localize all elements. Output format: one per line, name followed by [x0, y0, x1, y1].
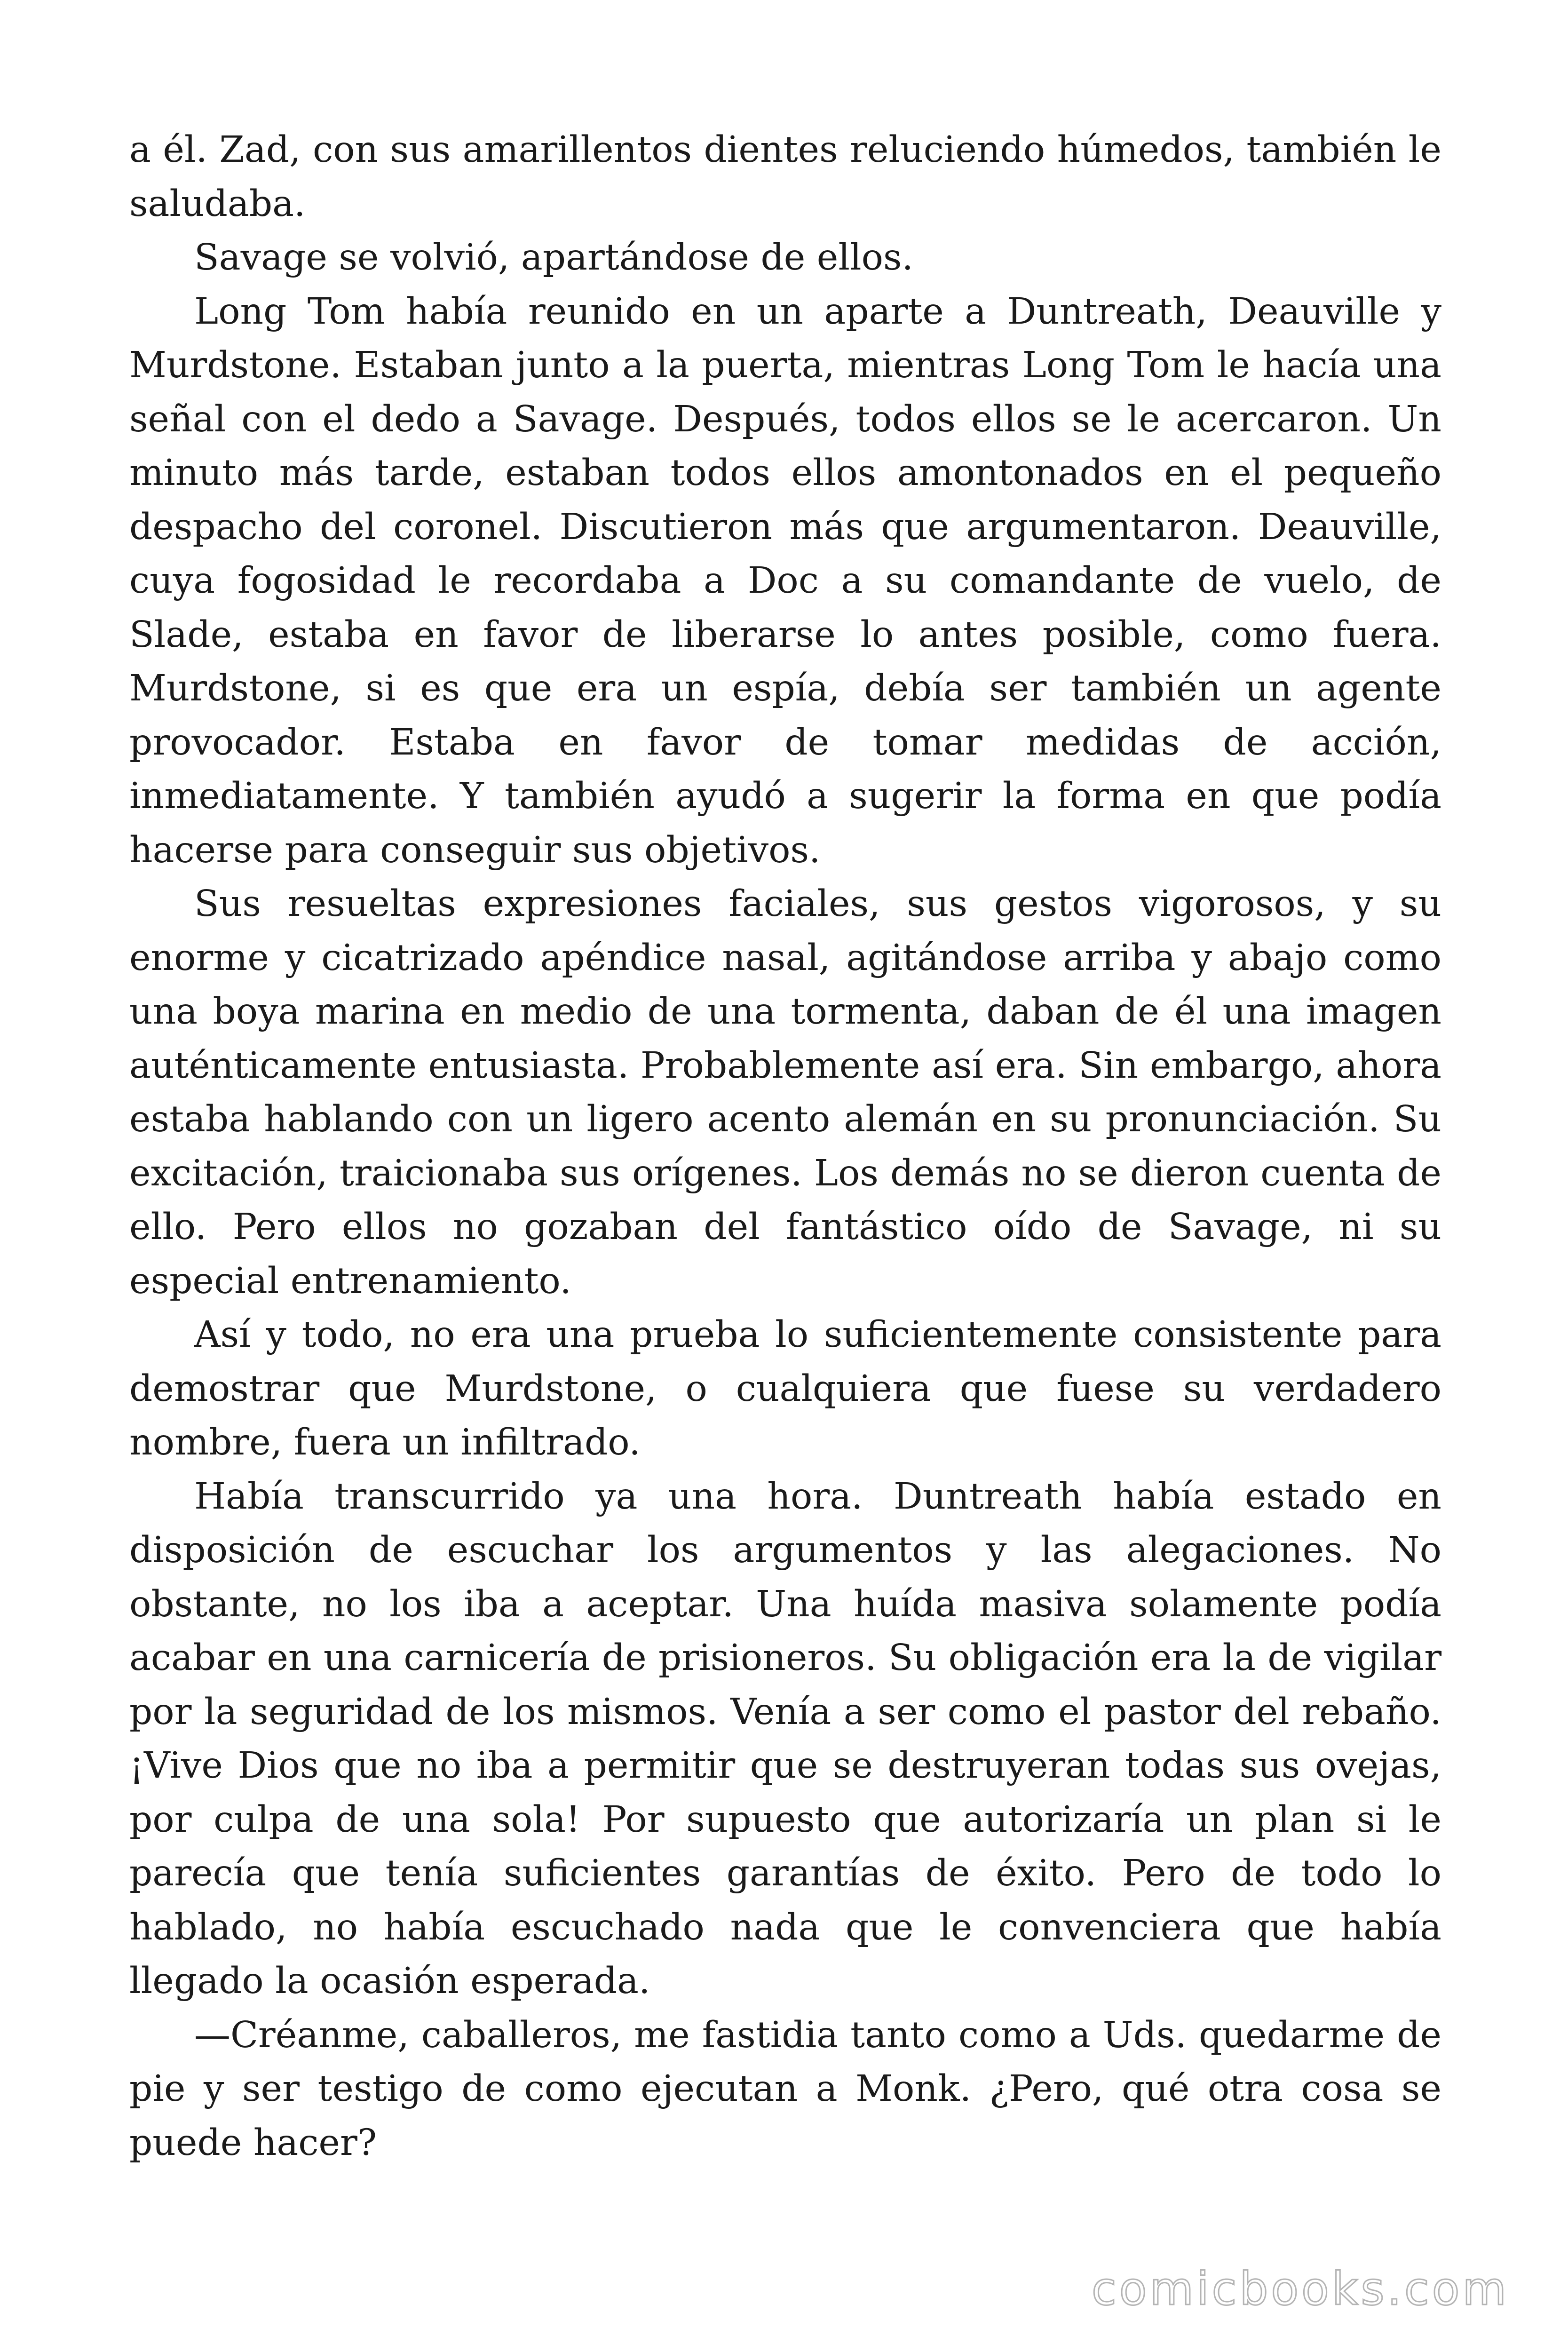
paragraph-4: Sus resueltas expresiones faciales, sus gestos vigorosos, y su enorme y cicatrizado apéndice nasal, agitándose arriba y abajo como una boya marina en medio de una tormenta, daban de él una imagen auténticamente entusiasta. Probablemente así era. Sin embargo, ahora estaba hablando con un ligero acento alemán en su pronunciación. Su excitación, traicionaba sus orígenes. Los demás no se dieron cuenta de ello. Pero ellos no gozaban del fantástico oído de Savage, ni su especial entrenamiento.: [129, 883, 1441, 1302]
paragraph-1: a él. Zad, con sus amarillentos dientes reluciendo húmedos, también le saludaba.: [129, 129, 1441, 225]
paragraph-6: Había transcurrido ya una hora. Duntreath había estado en disposición de escuchar los argumentos y las alegaciones. No obstante, no los iba a aceptar. Una huída masiva solamente podía acabar en una carnicería de prisioneros. Su obligación era la de vigilar por la seguridad de los mismos. Venía a ser como el pastor del rebaño. ¡Vive Dios que no iba a permitir que se destruyeran todas sus ovejas, por culpa de una sola! Por supuesto que autorizaría un plan si le parecía que tenía suficientes garantías de éxito. Pero de todo lo hablado, no había escuchado nada que le convenciera que había llegado la ocasión esperada.: [129, 1475, 1441, 2002]
book-page-body: [129, 123, 1441, 2170]
paragraph-2: Savage se volvió, apartándose de ellos.: [194, 237, 913, 278]
paragraph-5: Así y todo, no era una prueba lo suficientemente consistente para demostrar que Murdstone, o cualquiera que fuese su verdadero nombre, fuera un infiltrado.: [129, 1314, 1441, 1463]
paragraph-7: —Créanme, caballeros, me fastidia tanto como a Uds. quedarme de pie y ser testigo de como ejecutan a Monk. ¿Pero, qué otra cosa se puede hacer?: [129, 2014, 1441, 2164]
watermark-logo: comicbooks.com: [1091, 2263, 1509, 2315]
paragraph-3: Long Tom había reunido en un aparte a Duntreath, Deauville y Murdstone. Estaban junto a la puerta, mientras Long Tom le hacía una señal con el dedo a Savage. Después, todos ellos se le acercaron. Un minuto más tarde, estaban todos ellos amontonados en el pequeño despacho del coronel. Discutieron más que argumentaron. Deauville, cuya fogosidad le recordaba a Doc a su comandante de vuelo, de Slade, estaba en favor de liberarse lo antes posible, como fuera. Murdstone, si es que era un espía, debía ser también un agente provocador. Estaba en favor de tomar medidas de acción, inmediatamente. Y también ayudó a sugerir la forma en que podía hacerse para conseguir sus objetivos.: [129, 290, 1441, 871]
